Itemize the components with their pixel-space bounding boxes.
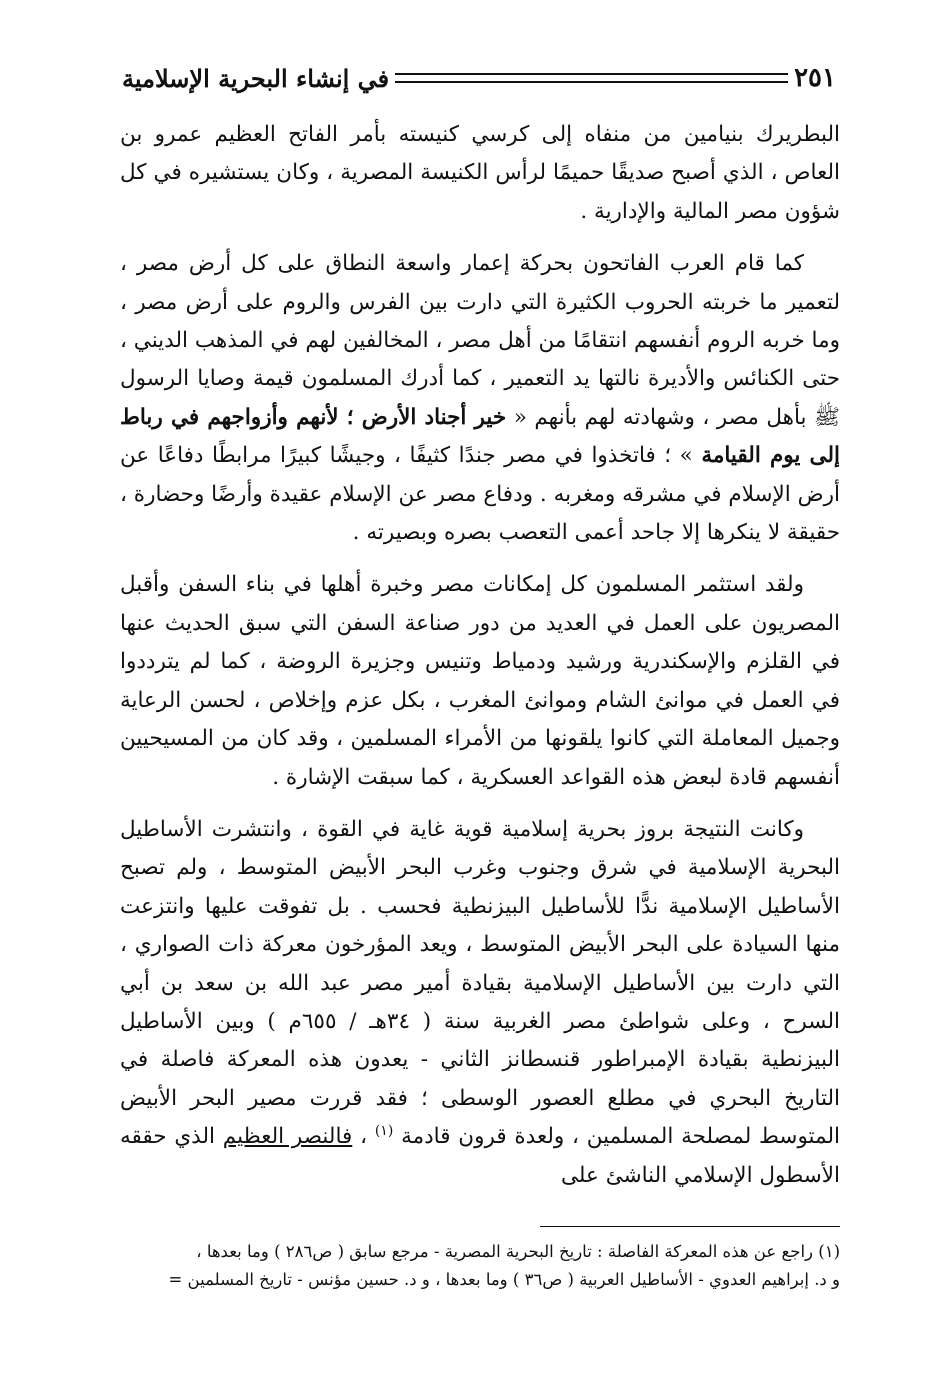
paragraph-3-text: ولقد استثمر المسلمون كل إمكانات مصر وخبرة أهلها في بناء السفن وأقبل المصريون على العمل في العديد من دور صناعة السفن التي سبق الحديث عنها في القلزم والإسكندرية ورشيد ودمياط وتنيس وجزيرة الروضة ، كما لم يترددوا في العمل في موانئ الشام وموانئ المغرب ، بكل عزم وإخلاص ، لحسن الرعاية وجميل المعاملة التي كانوا يلقونها من الأمراء المسلمين ، وقد كان من المسيحيين أنفسهم قادة لبعض هذه القواعد العسكرية ، كما سبقت الإشارة . [120,572,840,790]
footnote-divider [540,1226,840,1227]
page-header [112,58,840,98]
footnote-line-2: و د. إبراهيم العدوي - الأساطيل العربية ( ص٣٦ ) وما بعدها ، و د. حسين مؤنس - تاريخ المسلمين = [168,1270,840,1289]
paragraph-1-text: البطريرك بنيامين من منفاه إلى كرسي كنيسته بأمر الفاتح العظيم عمرو بن العاص ، الذي أصبح صديقًا حميمًا لرأس الكنيسة المصرية ، وكان يستشيره في كل شؤون مصر المالية والإدارية . [120,122,840,224]
paragraph-1 [120,116,840,231]
page-number: ٢٥١ [794,63,836,93]
underlined-phrase: فالنصر العظيم [222,1124,353,1150]
paragraph-4-text-c: الذي حققه الأسطول الإسلامي الناشئ على [120,1124,840,1188]
footnotes [112,1238,840,1294]
body-text [120,116,840,1209]
paragraph-4 [120,811,840,1195]
header-rule [395,73,788,83]
paragraph-3 [120,566,840,796]
footnote-line-1: (١) راجع عن هذه المعركة الفاصلة : تاريخ البحرية المصرية - مرجع سابق ( ص٢٨٦ ) وما بعدها ، [196,1242,840,1261]
paragraph-4-text-b: ، [352,1124,375,1150]
paragraph-2-text-b: » ؛ فاتخذوا في مصر جندًا كثيفًا ، وجيشًا كبيرًا مرابطًا دفاعًا عن أرض الإسلام في مشرقه ومغربه . ودفاع مصر عن الإسلام عقيدة وأرضًا وحضارة ، حقيقة لا ينكرها إلا جاحد أعمى التعصب بصره وبصيرته . [120,443,840,546]
paragraph-2-text-a: كما قام العرب الفاتحون بحركة إعمار واسعة النطاق على كل أرض مصر ، لتعمير ما خربته الحروب الكثيرة التي دارت بين الفرس والروم على أرض مصر ، وما خربه الروم أنفسهم انتقامًا من أهل مصر ، المخالفين لهم في المذهب الديني ، حتى الكنائس والأديرة نالتها يد التعمير ، كما أدرك المسلمون قيمة وصايا الرسول ﷺ بأهل مصر ، وشهادته لهم بأنهم « [120,251,840,430]
footnote-reference: (١) [374,1123,394,1139]
paragraph-2 [120,245,840,552]
hadith-quote: خير أجناد الأرض ؛ لأنهم وأزواجهم في رباط إلى يوم القيامة [120,404,840,469]
running-title: في إنشاء البحرية الإسلامية [122,63,390,93]
paragraph-4-text-a: وكانت النتيجة بروز بحرية إسلامية قوية غاية في القوة ، وانتشرت الأساطيل البحرية الإسلامية في شرق وجنوب وغرب البحر الأبيض المتوسط ، ولم تصبح الأساطيل الإسلامية ندًّا للأساطيل البيزنطية فحسب . بل تفوقت عليها وانتزعت منها السيادة على البحر الأبيض المتوسط ، ويعد المؤرخون معركة ذات الصواري ، التي دارت بين الأساطيل الإسلامية بقيادة أمير مصر عبد الله بن سعد بن أبي السرح ، وعلى شواطئ مصر الغربية سنة ( ٣٤هـ / ٦٥٥م ) وبين الأساطيل البيزنطية بقيادة الإمبراطور قنسطانز الثاني - يعدون هذه المعركة فاصلة في التاريخ البحري في مطلع العصور الوسطى ؛ فقد قررت مصير البحر الأبيض المتوسط لمصلحة المسلمين ، ولعدة قرون قادمة [120,816,840,1150]
